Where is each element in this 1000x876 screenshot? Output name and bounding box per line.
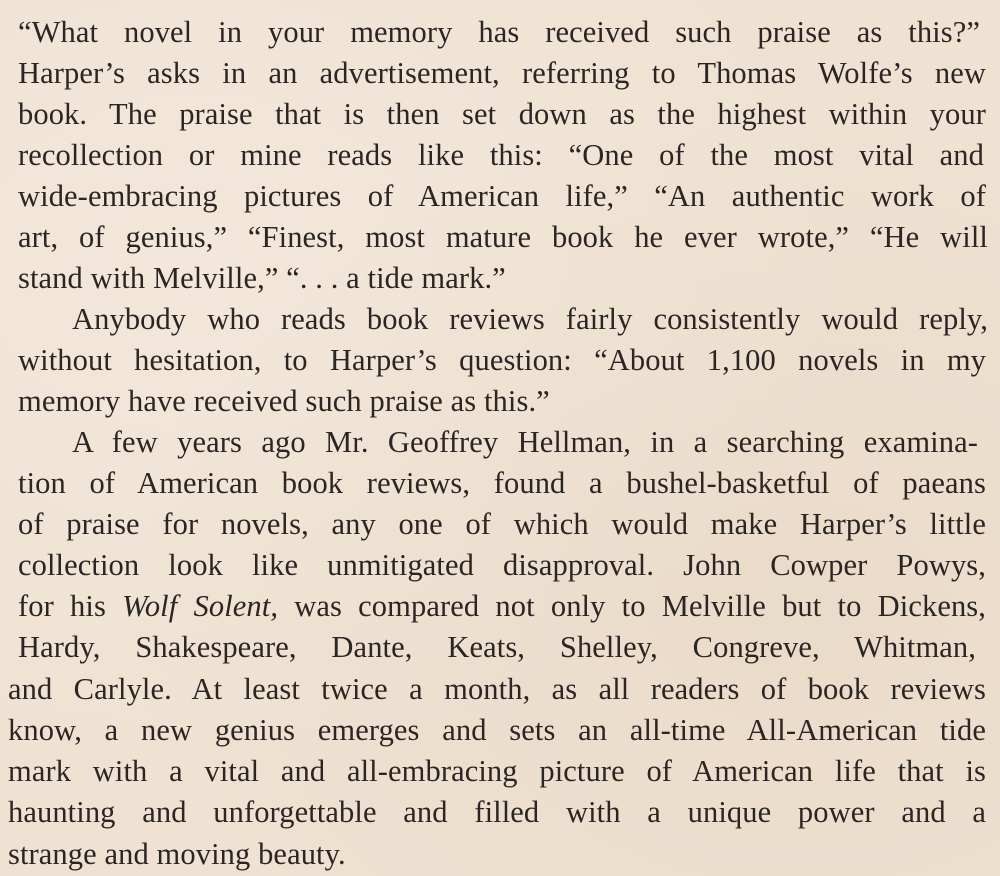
text-line: strange and moving beauty.	[8, 837, 346, 871]
text-line: art, of genius,” “Finest, most mature book he ever wrote,” “He will	[18, 220, 988, 254]
text-line: know, a new genius emerges and sets an all-time All-American tide	[8, 713, 986, 747]
text-segment: for his	[18, 589, 123, 623]
text-line: recollection or mine reads like this: “One of the most vital and	[18, 138, 984, 172]
text-line: Anybody who reads book reviews fairly consistently would reply,	[72, 302, 988, 336]
text-line: without hesitation, to Harper’s question: “About 1,100 novels in my	[18, 343, 986, 377]
text-line: collection look like unmitigated disapproval. John Cowper Powys,	[18, 548, 986, 582]
text-line: book. The praise that is then set down as the highest within your	[18, 97, 986, 131]
text-line: haunting and unforgettable and filled with a unique power and a	[8, 795, 986, 829]
text-line: A few years ago Mr. Geoffrey Hellman, in a searching examina-	[72, 425, 978, 459]
text-line: stand with Melville,” “. . . a tide mark.”	[18, 261, 506, 295]
text-line: Hardy, Shakespeare, Dante, Keats, Shelley, Congreve, Whitman,	[18, 630, 976, 664]
text-line: tion of American book reviews, found a bushel-basketful of paeans	[18, 466, 986, 500]
text-line-with-italic	[18, 586, 986, 626]
text-segment: was compared not only to Melville but to Dickens,	[278, 589, 986, 623]
text-line: memory have received such praise as this.”	[18, 384, 550, 418]
text-line: “What novel in your memory has received such praise as this?”	[18, 15, 980, 49]
text-line: and Carlyle. At least twice a month, as all readers of book reviews	[8, 672, 986, 706]
text-line: wide-embracing pictures of American life,” “An authentic work of	[18, 179, 986, 213]
text-line: Harper’s asks in an advertisement, referring to Thomas Wolfe’s new	[18, 56, 986, 90]
book-title-italic: Wolf Solent,	[122, 589, 279, 623]
text-line: mark with a vital and all-embracing picture of American life that is	[8, 754, 986, 788]
text-line: of praise for novels, any one of which would make Harper’s little	[18, 507, 986, 541]
